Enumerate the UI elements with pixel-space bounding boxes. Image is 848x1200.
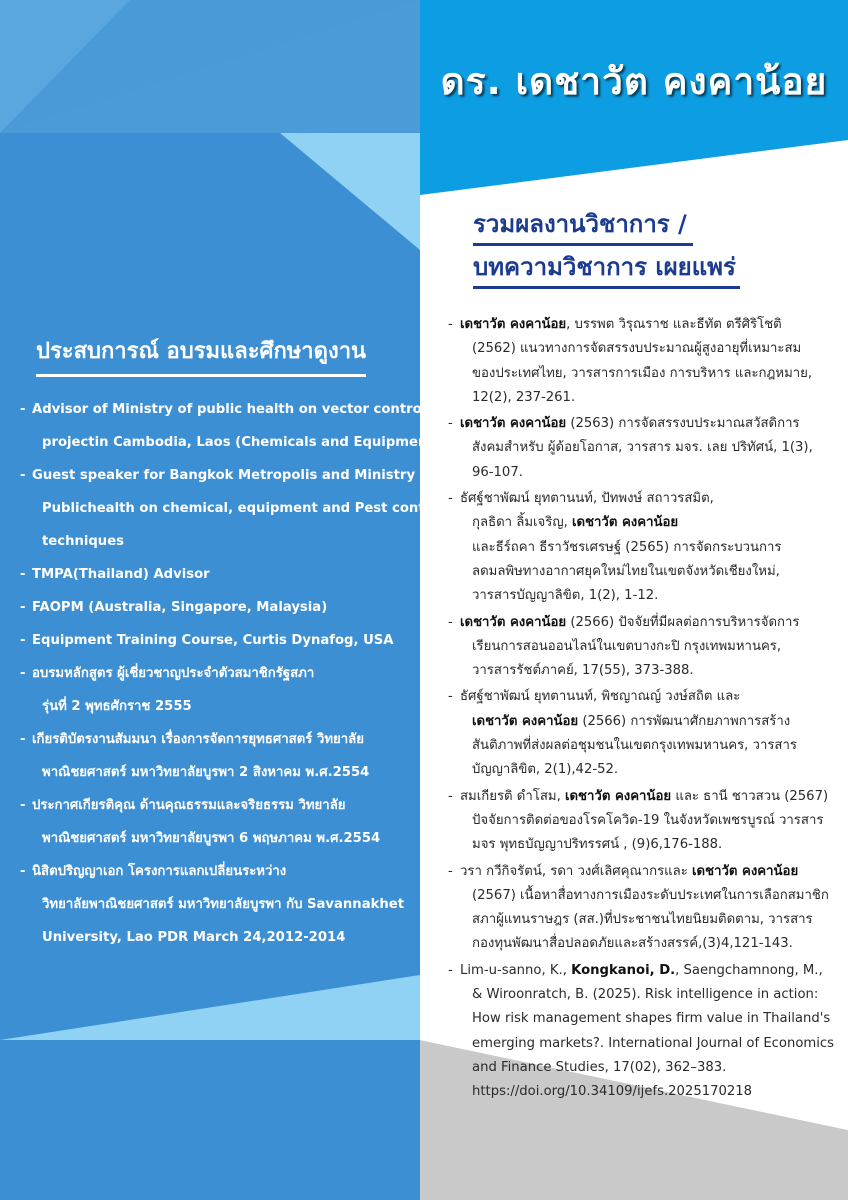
publication-text: บัญญาลิขิต, 2(1),42-52. [472,762,619,778]
experience-item-line: พาณิชยศาสตร์ มหาวิทยาลัยบูรพา 6 พฤษภาคม พ.ศ.2554 [42,831,381,846]
experience-item-line: techniques [42,534,124,549]
experience-item [20,558,412,591]
publication-line [460,932,838,956]
publication-item [446,487,838,608]
page-title: ดร. เดชาวัต คงคาน้อย [440,60,828,103]
author-name-bold: เดชาวัต คงคาน้อย [460,614,567,630]
publication-text: วารสารบัญญาลิขิต, 1(2), 1-12. [472,588,659,604]
experience-list [20,393,471,954]
publication-line [460,860,838,884]
publication-item [446,611,838,684]
publication-line [460,1007,838,1031]
publication-line [460,487,838,511]
experience-item-line: - เกียรติบัตรงานสัมมนา เรื่องการจัดการยุทธศาสตร์ วิทยาลัย [32,732,364,747]
publication-text: https://doi.org/10.34109/ijefs.2025170218 [472,1084,753,1100]
publication-line [460,1080,838,1104]
publication-text: ของประเทศไทย, วารสารการเมือง การบริหาร และกฎหมาย, [472,365,813,381]
publication-text: , Saengchamnong, M., [675,962,823,978]
publication-line [460,734,838,758]
experience-item-line: Publichealth on chemical, equipment and Pest control [42,501,445,516]
publication-text: (2563) การจัดสรรงบประมาณสวัสดิการ [566,416,800,432]
experience-item [20,789,412,855]
publication-text: , บรรพต วิรุณราช และธีทัต ตรีศิริโชติ [566,317,782,332]
experience-item-line: - Advisor of Ministry of public health on vector control [32,402,427,417]
publication-line [460,959,838,983]
publications-heading [473,205,740,289]
publication-text: (2566) การพัฒนาศักยภาพการสร้าง [578,713,791,729]
publications-list [446,313,838,1107]
author-name-bold: เดชาวัต คงคาน้อย [472,713,579,729]
publication-text: emerging markets?. International Journal of Economics [472,1035,835,1051]
publication-item [446,860,838,957]
experience-item [20,723,412,789]
publication-text: เรียนการสอนออนไลน์ในเขตบางกะปิ กรุงเทพมหานคร, [472,638,782,654]
experience-item [20,459,445,558]
publication-line [460,461,838,485]
publication-text: กุลธิดา ลิ้มเจริญ, [472,515,572,531]
publication-text: วรา กวีกิจรัตน์, รดา วงศ์เลิศคุณากรและ [460,863,693,879]
publication-text: และธีร์ถคา ธีราวัชรเศรษฐ์ (2565) การจัดกระบวนการ [472,539,782,555]
publication-text: ลดมลพิษทางอากาศยุคใหม่ไทยในเขตจังหวัดเชียงใหม่, [472,563,780,579]
publication-line [460,833,838,857]
experience-item [20,855,412,954]
author-name-bold: เดชาวัต คงคาน้อย [572,515,679,531]
publication-text: สภาผู้แทนราษฎร (สส.)ที่ประชาชนไทยนิยมติดตาม, วารสาร [472,912,813,928]
publication-text: 12(2), 237-261. [472,389,576,405]
publication-text: และ ธานี ชาวสวน (2567) [671,788,829,804]
experience-item [20,657,412,723]
publication-line [460,313,838,337]
publication-line [460,1032,838,1056]
experience-item [20,393,471,459]
publication-item [446,959,838,1105]
experience-item-line: วิทยาลัยพาณิชยศาสตร์ มหาวิทยาลัยบูรพา กับ Savannakhet [42,897,405,912]
author-name-bold: Kongkanoi, D. [571,962,676,978]
publication-line [460,809,838,833]
publication-line [460,710,838,734]
author-name-bold: เดชาวัต คงคาน้อย [692,863,799,879]
author-name-bold: เดชาวัต คงคาน้อย [460,416,567,432]
publication-line [460,611,838,635]
experience-item [20,591,412,624]
publication-text: & Wiroonratch, B. (2025). Risk intelligence in action: [472,987,819,1003]
publication-line [460,386,838,410]
publication-line [460,412,838,436]
publication-text: 96-107. [472,464,523,480]
experience-item-line: University, Lao PDR March 24,2012-2014 [42,930,346,945]
publication-line [460,337,838,361]
publication-line [460,659,838,683]
publications-heading-line2: บทความวิชาการ เผยแพร่ [473,248,740,289]
experience-item-line: - Equipment Training Course, Curtis Dynafog, USA [32,633,394,648]
experience-heading: ประสบการณ์ อบรมและศึกษาดูงาน [36,333,366,377]
publications-heading-line1: รวมผลงานวิชาการ / [473,205,693,246]
publication-text: วารสารรัชต์ภาคย์, 17(55), 373-388. [472,663,694,679]
publication-text: สมเกียรติ ดำโสม, [460,788,565,804]
publication-item [446,412,838,485]
left-bottom-dark [0,1040,420,1200]
publication-item [446,685,838,782]
publication-line [460,511,838,535]
experience-item-line: - ประกาศเกียรติคุณ ด้านคุณธรรมและจริยธรรม วิทยาลัย [32,798,346,813]
experience-item-line: รุ่นที่ 2 พุทธศักราช 2555 [42,699,192,714]
experience-item-line: - Guest speaker for Bangkok Metropolis and Ministry of [32,468,435,483]
publication-text: How risk management shapes firm value in Thailand's [472,1011,831,1027]
publication-text: (2562) แนวทางการจัดสรรงบประมาณผู้สูงอายุที่เหมาะสม [472,341,802,357]
experience-item-line: - TMPA(Thailand) Advisor [32,567,210,582]
publication-text: and Finance Studies, 17(02), 362–383. [472,1059,727,1075]
publication-text: มจร พุทธบัญญาปริทรรศน์ , (9)6,176-188. [472,837,723,853]
experience-item-line: projectin Cambodia, Laos (Chemicals and Equipment use) [42,435,471,450]
publication-line [460,635,838,659]
publication-text: (2567) เนื้อหาสื่อทางการเมืองระดับประเทศในการเลือกสมาชิก [472,887,829,903]
publication-line [460,685,838,709]
publication-text: กองทุนพัฒนาสื่อปลอดภัยและสร้างสรรค์,(3)4,121-143. [472,936,793,952]
publication-line [460,1056,838,1080]
publication-line [460,983,838,1007]
publication-text: (2566) ปัจจัยที่มีผลต่อการบริหารจัดการ [566,614,800,630]
experience-item-line: พาณิชยศาสตร์ มหาวิทยาลัยบูรพา 2 สิงหาคม พ.ศ.2554 [42,765,370,780]
publication-item [446,785,838,858]
author-name-bold: เดชาวัต คงคาน้อย [564,788,672,804]
publication-line [460,560,838,584]
publication-text: Lim-u-sanno, K., [460,962,572,978]
publication-line [460,758,838,782]
publication-text: สันติภาพที่ส่งผลต่อชุมชนในเขตกรุงเทพมหานคร, วารสาร [472,738,797,754]
publication-line [460,362,838,386]
publication-text: ปัจจัยการติดต่อของโรคโควิด-19 ในจังหวัดเพชรบูรณ์ วารสาร [472,812,824,828]
experience-item-line: - FAOPM (Australia, Singapore, Malaysia) [32,600,328,615]
publication-line [460,884,838,908]
publication-text: สังคมสำหรับ ผู้ด้อยโอกาส, วารสาร มจร. เลย ปริทัศน์, 1(3), [472,440,813,456]
publication-line [460,536,838,560]
experience-item-line: - อบรมหลักสูตร ผู้เชี่ยวชาญประจำตัวสมาชิกรัฐสภา [32,666,315,681]
experience-item-line: - นิสิตปริญญาเอก โครงการแลกเปลี่ยนระหว่าง [32,864,287,879]
publication-text: ธัศฐ์ชาพัฒน์ ยุทตานนท์, พิชญาณญ์ วงษ์สถิต และ [460,689,741,705]
publication-line [460,436,838,460]
publication-item [446,313,838,410]
publication-line [460,584,838,608]
publication-line [460,908,838,932]
publication-text: ธัศฐ์ชาพัฒน์ ยุทตานนท์, ปัทพงษ์ สถาวรสมิต, [460,491,714,507]
publication-line [460,785,838,809]
author-name-bold: เดชาวัต คงคาน้อย [460,317,567,332]
experience-item [20,624,412,657]
